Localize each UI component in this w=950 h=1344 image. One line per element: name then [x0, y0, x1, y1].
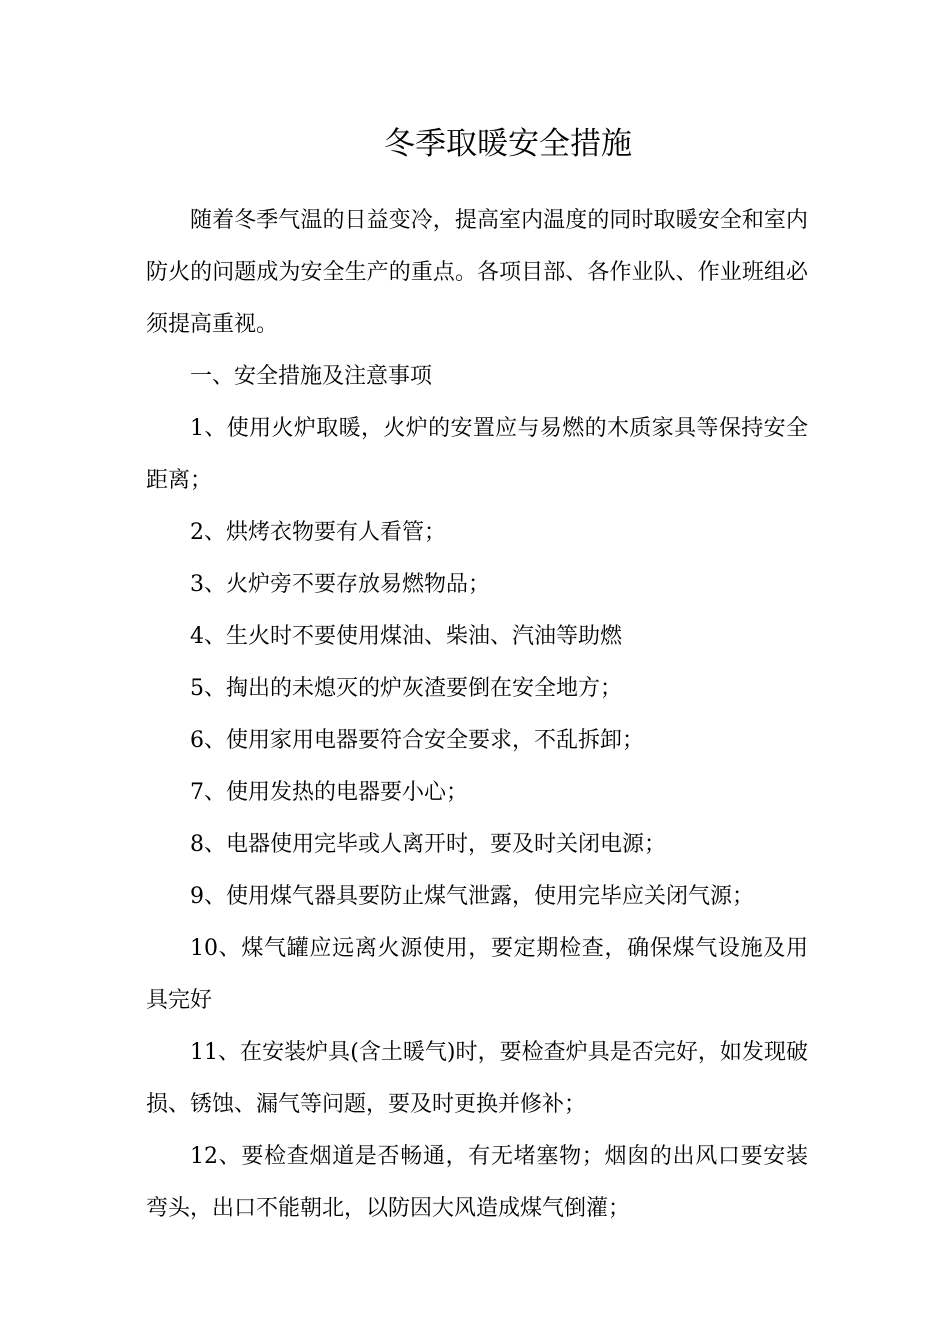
- section-heading: 一、安全措施及注意事项: [190, 364, 433, 389]
- intro-paragraph: 随着冬季气温的日益变冷，提高室内温度的同时取暖安全和室内防火的问题成为安全生产的重点。各项目部、各作业队、作业班组必须提高重视。: [146, 208, 808, 337]
- list-item: 1、使用火炉取暖，火炉的安置应与易燃的木质家具等保持安全距离；: [146, 416, 808, 493]
- list-item: 7、使用发热的电器要小心；: [190, 780, 468, 805]
- list-item: 8、电器使用完毕或人离开时，要及时关闭电源；: [190, 832, 666, 857]
- document-title: 冬季取暖安全措施: [384, 126, 632, 162]
- list-item: 4、生火时不要使用煤油、柴油、汽油等助燃: [190, 624, 622, 649]
- list-item: 11、在安装炉具(含土暖气)时，要检查炉具是否完好，如发现破损、锈蚀、漏气等问题，要及时更换并修补；: [146, 1040, 808, 1117]
- list-item: 9、使用煤气器具要防止煤气泄露，使用完毕应关闭气源；: [190, 884, 754, 909]
- list-item: 3、火炉旁不要存放易燃物品；: [190, 572, 490, 597]
- list-item: 5、掏出的未熄灭的炉灰渣要倒在安全地方；: [190, 676, 622, 701]
- list-item: 2、烘烤衣物要有人看管；: [190, 520, 446, 545]
- list-item: 12、要检查烟道是否畅通，有无堵塞物；烟囱的出风口要安装弯头，出口不能朝北，以防因大风造成煤气倒灌；: [146, 1144, 808, 1221]
- list-item: 10、煤气罐应远离火源使用，要定期检查，确保煤气设施及用具完好: [146, 936, 808, 1013]
- list-item: 6、使用家用电器要符合安全要求，不乱拆卸；: [190, 728, 644, 753]
- document-body: [146, 195, 808, 1235]
